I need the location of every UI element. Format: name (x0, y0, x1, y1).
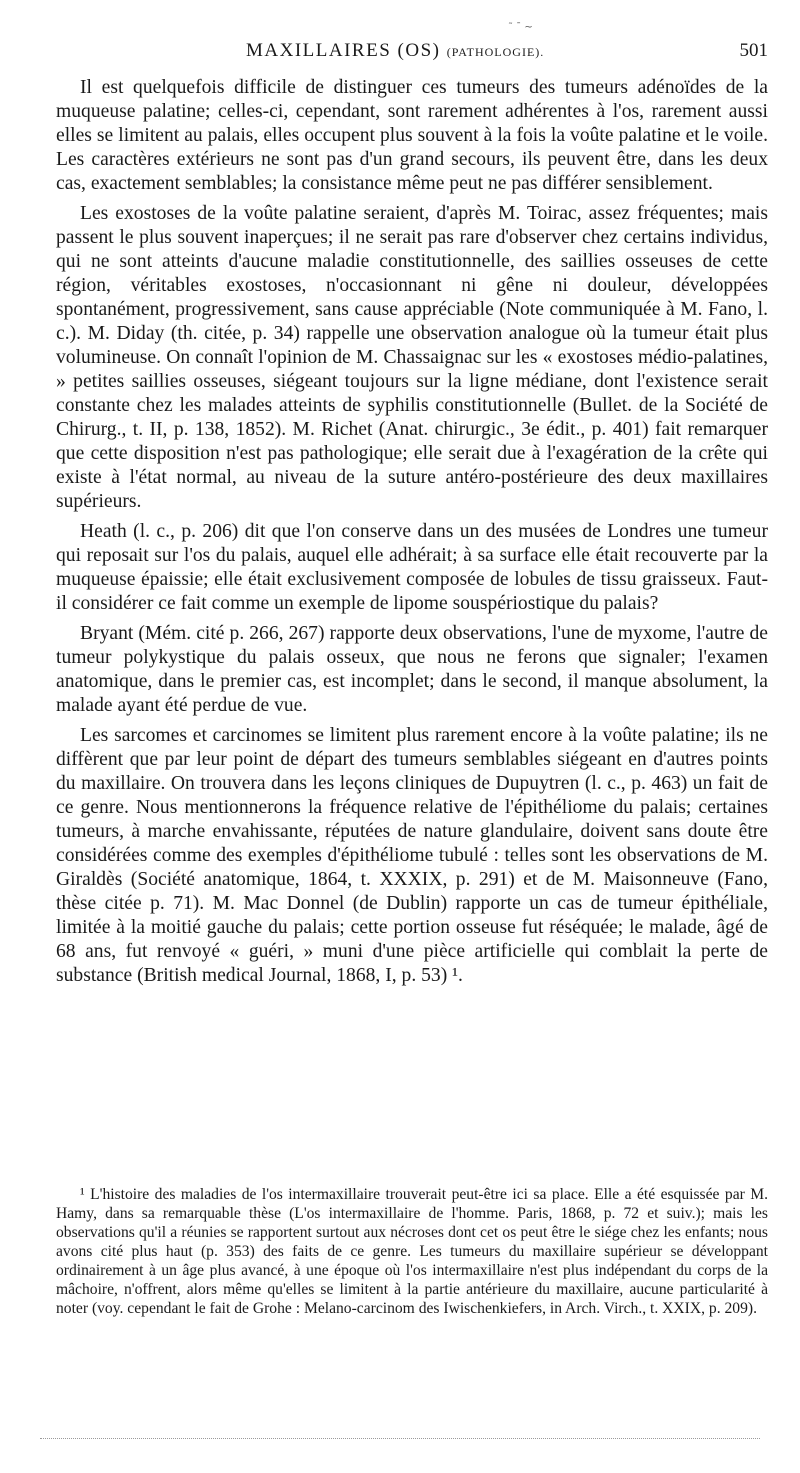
footnotes (56, 1185, 768, 1318)
paragraph-4: Bryant (Mém. cité p. 266, 267) rapporte deux observations, l'une de myxome, l'autre de tumeur polykystique du palais osseux, que nous ne ferons que signaler; l'examen anatomique, dans le premier cas, est incomplet; dans le second, il manque absolument, la malade ayant été perdue de vue. (56, 623, 768, 716)
running-header (56, 40, 768, 70)
paragraph-1: Il est quelquefois difficile de distinguer ces tumeurs des tumeurs adénoïdes de la muqueuse palatine; celles-ci, cependant, sont rarement adhérentes à l'os, rarement aussi elles se limitent au palais, elles occupent plus souvent à la fois la voûte palatine et le voile. Les caractères extérieurs ne sont pas d'un grand secours, ils peuvent être, dans les deux cas, exactement semblables; la consistance même peut ne pas différer sensiblement. (56, 77, 768, 194)
printer-ornament-icon: ˜ ˉ ~ (508, 22, 533, 33)
bottom-rule (40, 1438, 760, 1439)
running-title (246, 40, 544, 62)
main-text (56, 76, 768, 988)
paragraph-2: Les exostoses de la voûte palatine seraient, d'après M. Toirac, assez fréquentes; mais passent le plus souvent inaperçues; il ne serait pas rare d'observer chez certains individus, qui ne sont atteints d'aucune maladie constitutionnelle, des saillies osseuses de cette région, véritables exostoses, n'occasionnant ni gêne ni douleur, développées spontanément, progressivement, sans cause appréciable (Note communiquée à M. Fano, l. c.). M. Diday (th. citée, p. 34) rappelle une observation analogue où la tumeur était plus volumineuse. On connaît l'opinion de M. Chassaignac sur les « exostoses médio-palatines, » petites saillies osseuses, siégeant toujours sur la ligne médiane, dont l'existence serait constante chez les malades atteints de syphilis constitutionnelle (Bullet. de la Société de Chirurg., t. II, p. 138, 1852). M. Richet (Anat. chirurgic., 3e édit., p. 401) fait remarquer que cette disposition n'est pas pathologique; elle serait due à l'exagération de la crête qui existe à l'état normal, au niveau de la suture antéro-postérieure des deux maxillaires supérieurs. (56, 203, 768, 512)
paragraph-5: Les sarcomes et carcinomes se limitent plus rarement encore à la voûte palatine; ils ne diffèrent que par leur point de départ des tumeurs semblables siégeant en d'autres points du maxillaire. On trouvera dans les leçons cliniques de Dupuytren (l. c., p. 463) un fait de ce genre. Nous mentionnerons la fréquence relative de l'épithéliome du palais; certaines tumeurs, à marche envahissante, réputées de nature glandulaire, doivent sans doute être considérées comme des exemples d'épithéliome tubulé : telles sont les observations de M. Giraldès (Société anatomique, 1864, t. XXXIX, p. 291) et de M. Maisonneuve (Fano, thèse citée p. 71). M. Mac Donnel (de Dublin) rapporte un cas de tumeur épithéliale, limitée à la moitié gauche du palais; cette portion osseuse fut réséquée; le malade, âgé de 68 ans, fut renvoyé « guéri, » muni d'une pièce artificielle qui comblait la perte de substance (British medical Journal, 1868, I, p. 53) ¹. (56, 725, 768, 986)
page-number: 501 (739, 40, 768, 61)
header-title: MAXILLAIRES (OS) (246, 40, 441, 61)
footnote-1: ¹ L'histoire des maladies de l'os intermaxillaire trouverait peut-être ici sa place. Elle a été esquissée par M. Hamy, dans sa remarquable thèse (L'os intermaxillaire de l'homme. Paris, 1868, p. 72 et suiv.); mais les observations qu'il a réunies se rapportent surtout aux nécroses dont cet os peut être le siége chez les enfants; nous avons cité plus haut (p. 353) des faits de ce genre. Les tumeurs du maxillaire supérieur se développant ordinairement à un âge plus avancé, à une époque où l'os intermaxillaire n'est plus indépendant du corps de la mâchoire, n'offrent, alors même qu'elles se limitent à la partie antérieure du maxillaire, aucune particularité à noter (voy. cependant le fait de Grohe : Melano-carcinom des Iwischenkiefers, in Arch. Virch., t. XXIX, p. 209). (56, 1186, 768, 1317)
paragraph-3: Heath (l. c., p. 206) dit que l'on conserve dans un des musées de Londres une tumeur qui reposait sur l'os du palais, auquel elle adhérait; à sa surface elle était recouverte par la muqueuse épaissie; elle était exclusivement composée de lobules de tissu graisseux. Faut-il considérer ce fait comme un exemple de lipome souspériostique du palais? (56, 521, 768, 614)
header-subtitle: (PATHOLOGIE). (446, 45, 545, 59)
